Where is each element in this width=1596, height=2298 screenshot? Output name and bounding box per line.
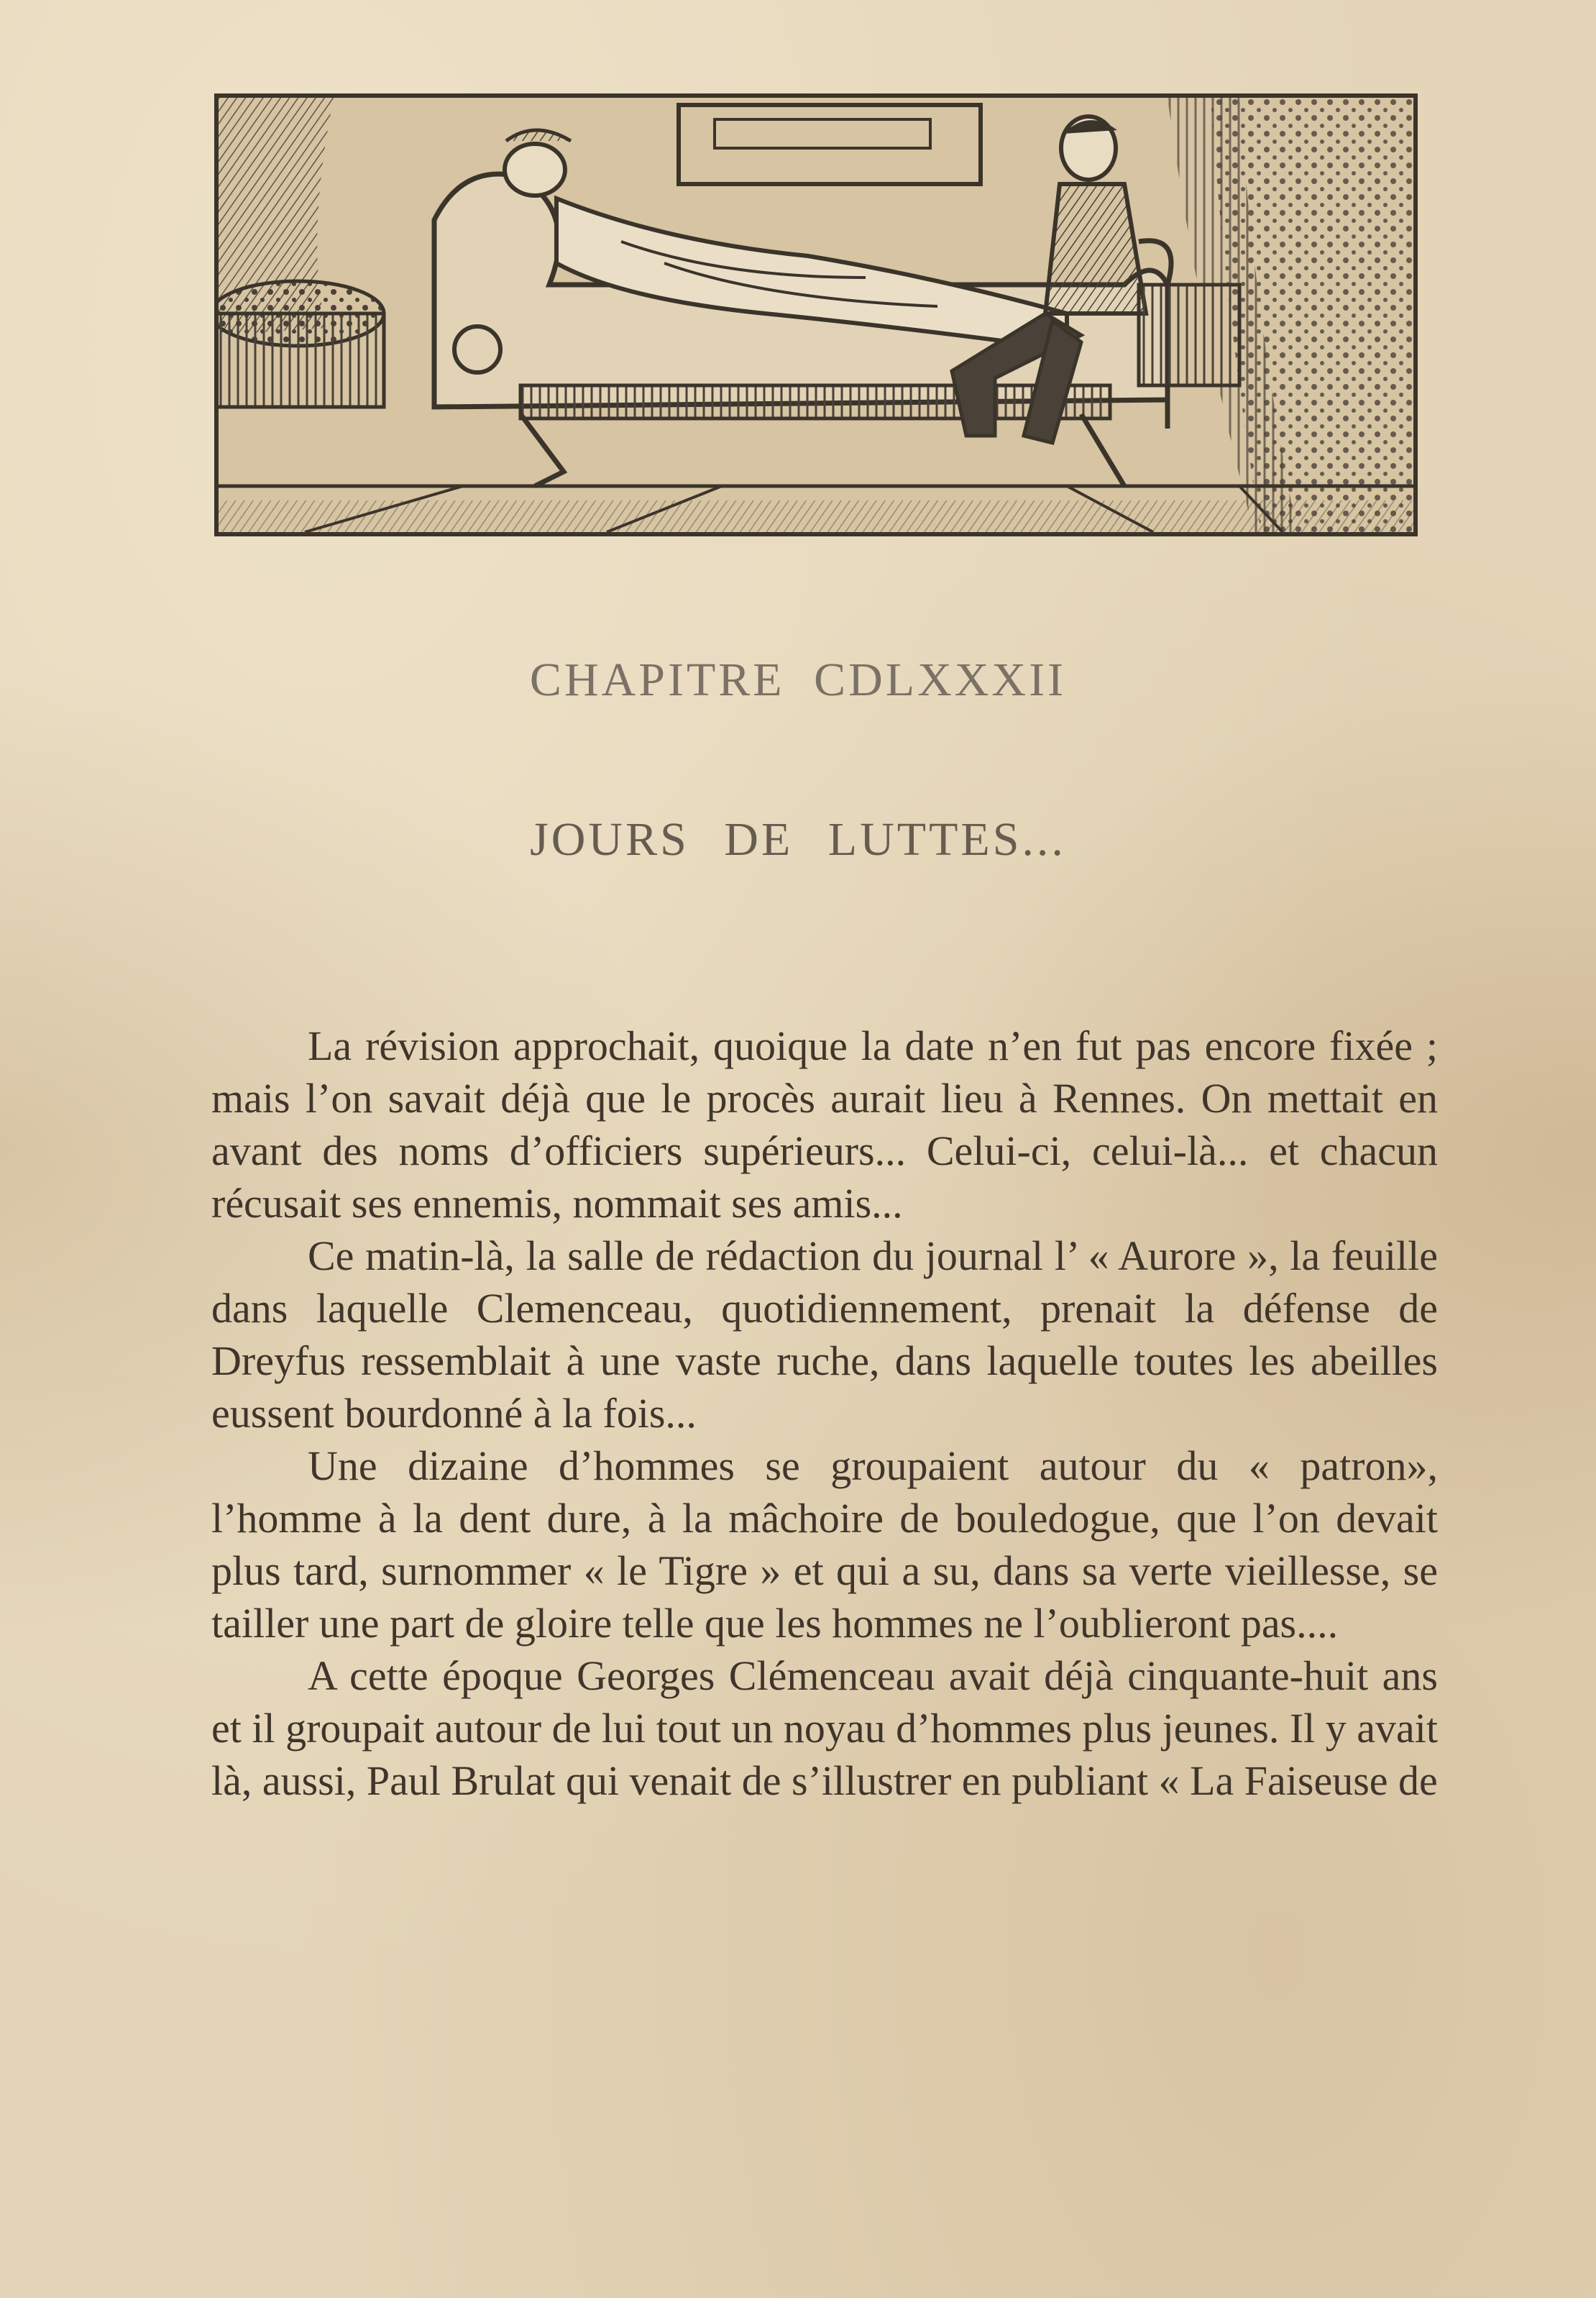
- chapter-title-heading: JOURS DE LUTTES...: [530, 813, 1066, 866]
- paragraph: A cette époque Georges Clémenceau avait déjà cinquante-huit ans et il groupait autour de lui tout un noyau d’hommes plus jeunes. Il y avait là, aussi, Paul Brulat qui venait de s’illustrer en publiant « La Faiseuse de: [211, 1652, 1438, 1804]
- chapter-number-heading: CHAPITRE CDLXXXII: [529, 654, 1067, 706]
- engraving-salon-scene-icon: [219, 98, 1413, 532]
- paragraph: Ce matin-là, la salle de rédaction du journal l’ « Aurore », la feuille dans laquelle Clemenceau, quotidiennement, prenait la défense de Dreyfus ressemblait à une vaste ruche, dans laquelle toutes les abeilles eussent bourdonné à la fois...: [211, 1232, 1438, 1437]
- chapter-body: [211, 1020, 1438, 1807]
- paragraph: Une dizaine d’hommes se groupaient autour du « patron», l’homme à la dent dure, à la mâchoire de bouledogue, que l’on devait plus tard, surnommer « le Tigre » et qui a su, dans sa verte vieillesse, se tailler une part de gloire telle que les hommes ne l’oublieront pas....: [211, 1442, 1438, 1647]
- woodcut-illustration: [214, 93, 1418, 536]
- paragraph: La révision approchait, quoique la date n’en fut pas encore fixée ; mais l’on savait déjà que le procès aurait lieu à Rennes. On mettait en avant des noms d’officiers supérieurs... Celui-ci, celui-là... et chacun récusait ses ennemis, nommait ses amis...: [211, 1022, 1438, 1227]
